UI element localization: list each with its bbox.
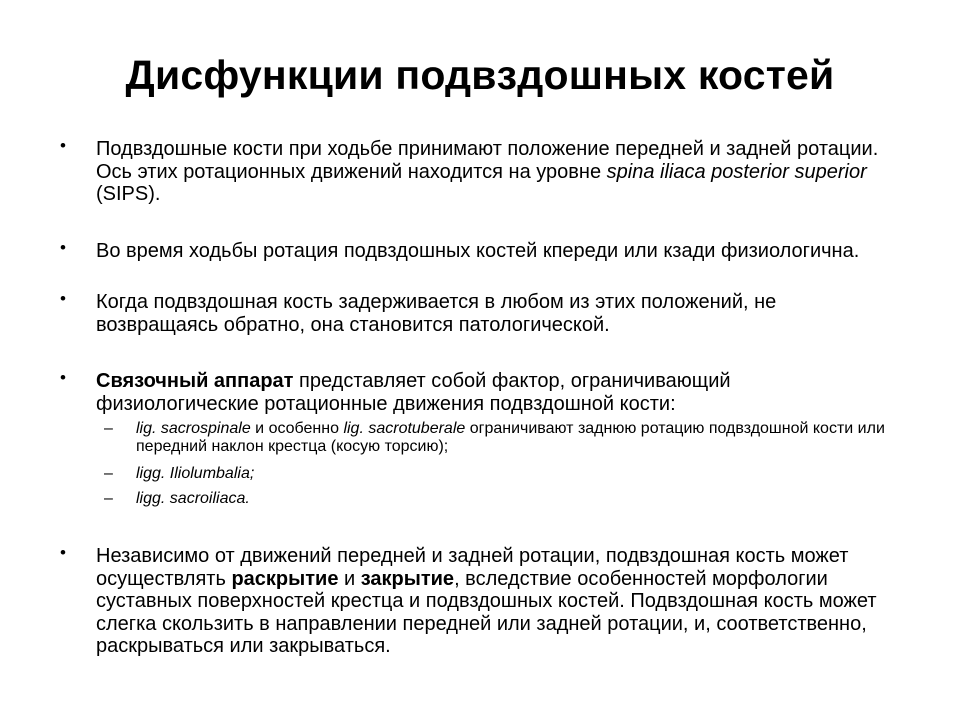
dash-marker: – xyxy=(104,465,113,482)
italic-term: ligg. sacroiliaca. xyxy=(136,490,250,507)
bold-term: Связочный аппарат xyxy=(96,370,294,392)
bullet-iliac-rotation xyxy=(96,138,896,206)
bullet-walking-rotation xyxy=(96,240,896,263)
bold-term: закрытие xyxy=(360,567,455,590)
bullet-text: Когда подвздошная кость задерживается в любом из этих положений, не возвращаясь обратно, она становится патологической. xyxy=(96,291,777,336)
bullet-text: , вследствие особенностей морфологии суставных поверхностей крестца и подвздошных костей. Подвздошная кость может слегка скользить в направлении передней или задней ротации, и, соответственно, раскрываться или закрываться. xyxy=(96,567,877,657)
bullet-text: (SIPS). xyxy=(96,183,161,205)
bullet-text: представляет собой фактор, ограничивающий физиологические ротационные движения подвздошной кости: xyxy=(96,370,731,415)
sub-text: ограничивают заднюю ротацию подвздошной кости или передний наклон крестца (косую торсию); xyxy=(136,420,885,455)
italic-term: lig. sacrospinale xyxy=(136,420,251,437)
dash-marker: – xyxy=(104,420,113,437)
sub-text: и особенно xyxy=(250,420,344,437)
bullet-text: и xyxy=(338,567,361,590)
bullet-text: Независимо от движений передней и задней ротации, подвздошная кость может осуществлять xyxy=(96,545,849,590)
italic-term: lig. sacrotuberale xyxy=(343,420,466,437)
slide-title: Дисфункции подвздошных костей xyxy=(125,52,835,98)
sub-item-sacrospinale xyxy=(104,420,906,456)
bullet-text: Во время ходьбы ротация подвздошных костей кпереди или кзади физиологична. xyxy=(96,240,860,262)
sub-item-iliolumbalia xyxy=(104,465,906,483)
italic-term: ligg. Iliolumbalia; xyxy=(136,465,255,482)
sub-item-sacroiliaca xyxy=(104,490,906,508)
bullet-ligaments xyxy=(96,370,896,415)
italic-term: spina iliaca posterior superior xyxy=(606,160,867,183)
bullet-pathology xyxy=(96,291,896,336)
dash-marker: – xyxy=(104,490,113,507)
bullet-text: Подвздошные кости при ходьбе принимают положение передней и задней ротации. Ось этих ротационных движений находится на уровне xyxy=(96,138,879,183)
bold-term: раскрытие xyxy=(231,567,339,590)
bullet-opening-closing xyxy=(96,545,896,658)
